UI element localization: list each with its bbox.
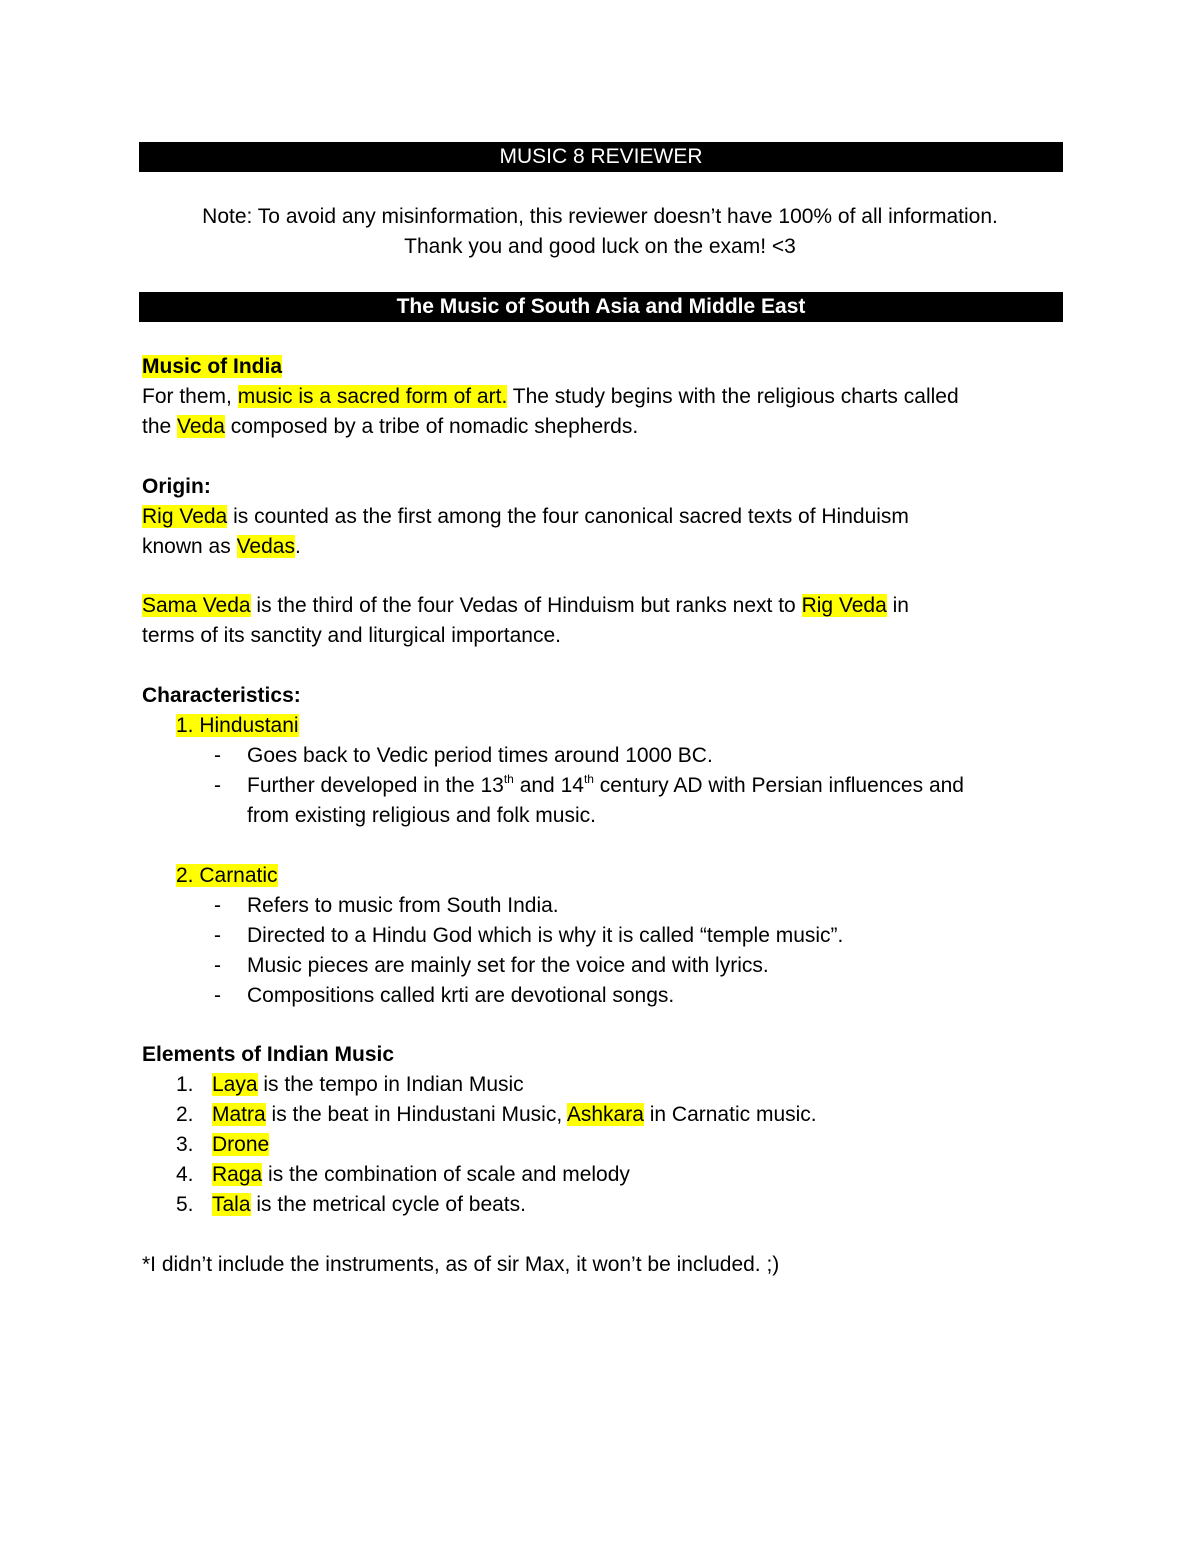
carnatic-bullet-3: Music pieces are mainly set for the voice and with lyrics. <box>247 954 769 977</box>
element-1 <box>212 1070 524 1100</box>
hindustani-bullet-2-line-2: from existing religious and folk music. <box>247 804 596 827</box>
element-4-number: 4. <box>176 1163 194 1186</box>
bullet-dash: - <box>214 954 221 977</box>
footnote: *I didn’t include the instruments, as of sir Max, it won’t be included. ;) <box>142 1253 780 1276</box>
text-run: For them, <box>142 385 238 408</box>
text-run: is the third of the four Vedas of Hinduism but ranks next to <box>250 594 802 617</box>
highlight: Tala <box>212 1193 251 1216</box>
element-3 <box>212 1130 269 1160</box>
hindustani-label <box>176 711 299 741</box>
bullet-dash: - <box>214 984 221 1007</box>
text-run: composed by a tribe of nomadic shepherds. <box>224 415 639 438</box>
carnatic-bullet-2: Directed to a Hindu God which is why it is called “temple music”. <box>247 924 844 947</box>
text-run: in <box>886 594 909 617</box>
element-2-number: 2. <box>176 1103 194 1126</box>
characteristics-heading: Characteristics: <box>142 684 301 707</box>
origin-sama-line-1 <box>142 591 909 621</box>
highlight: music is a sacred form of art. <box>237 385 508 408</box>
element-5-number: 5. <box>176 1193 194 1216</box>
carnatic-bullet-4: Compositions called krti are devotional songs. <box>247 984 675 1007</box>
bullet-dash: - <box>214 894 221 917</box>
highlight: Drone <box>212 1133 270 1156</box>
highlight: 2. Carnatic <box>176 864 278 887</box>
text-run: Further developed in the 13 <box>247 774 504 797</box>
highlight: 1. Hindustani <box>176 714 299 737</box>
text-run: is the combination of scale and melody <box>262 1163 630 1186</box>
india-paragraph-line-2 <box>142 412 638 442</box>
text-run: known as <box>142 535 237 558</box>
text-run: is counted as the first among the four canonical sacred texts of Hinduism <box>227 505 909 528</box>
highlight: Rig Veda <box>142 505 228 528</box>
highlight: Laya <box>212 1073 258 1096</box>
highlight: Veda <box>177 415 225 438</box>
bullet-dash: - <box>214 924 221 947</box>
india-heading-text: Music of India <box>142 355 283 378</box>
text-run: . <box>294 535 301 558</box>
bullet-dash: - <box>214 744 221 767</box>
element-1-number: 1. <box>176 1073 194 1096</box>
origin-heading: Origin: <box>142 475 211 498</box>
title-bar <box>139 142 1063 172</box>
highlight: Sama Veda <box>142 594 251 617</box>
text-run: in Carnatic music. <box>643 1103 817 1126</box>
highlight: Vedas <box>236 535 295 558</box>
section-title: The Music of South Asia and Middle East <box>396 295 806 318</box>
highlight: Rig Veda <box>801 594 887 617</box>
origin-sama-line-2: terms of its sanctity and liturgical importance. <box>142 624 561 647</box>
text-run: is the tempo in Indian Music <box>257 1073 524 1096</box>
hindustani-bullet-2 <box>247 771 964 801</box>
text-run: and 14 <box>513 774 584 797</box>
highlight: Ashkara <box>566 1103 644 1126</box>
hindustani-bullet-1: Goes back to Vedic period times around 1000 BC. <box>247 744 713 767</box>
highlight: Raga <box>212 1163 263 1186</box>
origin-rig-line-1 <box>142 502 909 532</box>
india-paragraph-line-1 <box>142 382 959 412</box>
text-run: is the metrical cycle of beats. <box>250 1193 526 1216</box>
element-3-number: 3. <box>176 1133 194 1156</box>
document-title: MUSIC 8 REVIEWER <box>499 145 703 168</box>
section-title-bar <box>139 292 1063 322</box>
text-run: is the beat in Hindustani Music, <box>265 1103 567 1126</box>
superscript: th <box>503 772 514 786</box>
text-run: century AD with Persian influences and <box>593 774 964 797</box>
text-run: the <box>142 415 178 438</box>
note-line-2: Thank you and good luck on the exam! <3 <box>404 235 796 258</box>
highlight: Matra <box>212 1103 266 1126</box>
element-2 <box>212 1100 817 1130</box>
element-4 <box>212 1160 630 1190</box>
india-heading <box>142 352 282 382</box>
note-line-1: Note: To avoid any misinformation, this reviewer doesn’t have 100% of all information. <box>202 205 998 228</box>
bullet-dash: - <box>214 774 221 797</box>
element-5 <box>212 1190 526 1220</box>
carnatic-bullet-1: Refers to music from South India. <box>247 894 559 917</box>
origin-rig-line-2 <box>142 532 301 562</box>
superscript: th <box>583 772 594 786</box>
carnatic-label <box>176 861 278 891</box>
elements-heading: Elements of Indian Music <box>142 1043 395 1066</box>
text-run: The study begins with the religious charts called <box>507 385 959 408</box>
